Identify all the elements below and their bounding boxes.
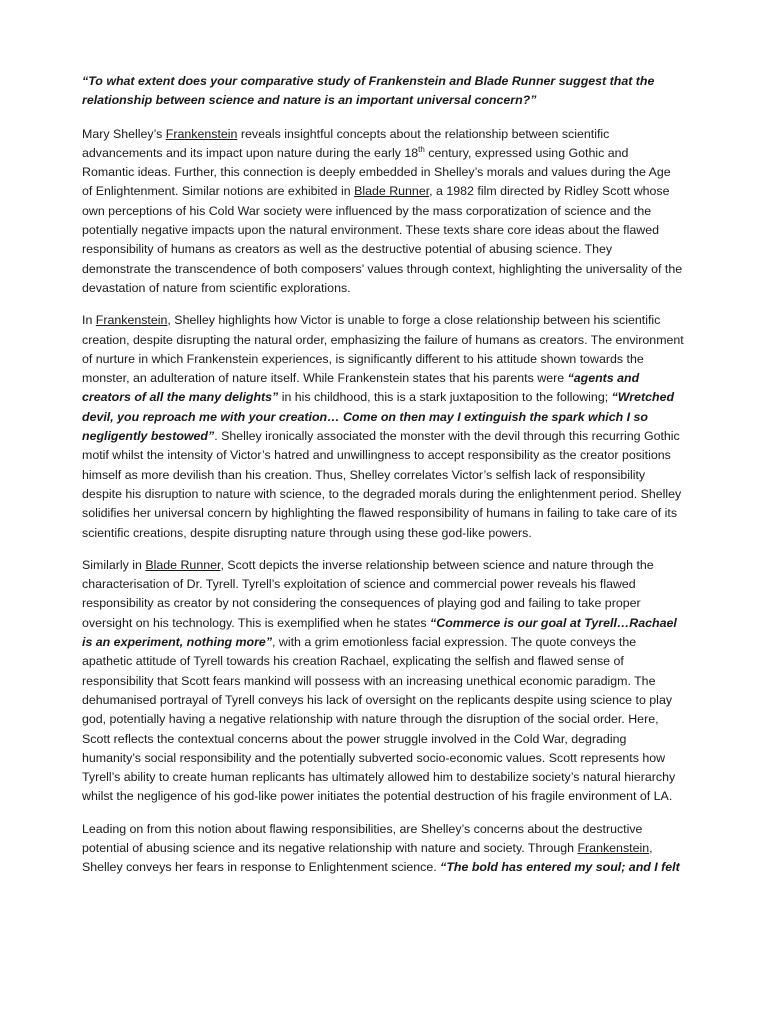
title-blade-runner: Blade Runner	[354, 184, 430, 199]
text-run: century, expressed using Gothic and Romantic ideas. Further, this connection is deeply embedded in Shelley’s morals and values during the Age of Enlightenment. Similar notions are exhibited in	[82, 145, 671, 199]
text-run: , a 1982 film directed by Ridley Scott whose own perceptions of his Cold War society were influenced by the mass corporatization of science and the potentially negative impacts upon the natural environment. These texts share core ideas about the flawed responsibility of humans as creators as well as the destructive potential of abusing science. They demonstrate the transcendence of both composers’ values through context, highlighting the universality of the devastation of nature from scientific explorations.	[82, 184, 683, 295]
essay-question: “To what extent does your comparative study of Frankenstein and Blade Runner suggest that the relationship between science and nature is an important universal concern?”	[82, 74, 655, 108]
text-run: , with a grim emotionless facial expression. The quote conveys the apathetic attitude of Tyrell towards his creation Rachael, explicating the selfish and flawed sense of responsibility that Scott fears mankind will possess with an increasing unethical economic paradigm. The dehumanised portrayal of Tyrell conveys his lack of oversight on the replicants despite using science to play god, potentially having a negative relationship with nature through the disruption of the social order. Here, Scott reflects the contextual concerns about the power struggle involved in the Cold War, degrading humanity’s social responsibility and the potentially subverted socio-economic values. Scott represents how Tyrell’s ability to create human replicants has ultimately allowed him to destabilize society’s natural hierarchy whilst the negligence of his god-like power initiates the potential destruction of his fragile environment of LA.	[82, 635, 676, 804]
text-run: Leading on from this notion about flawing responsibilities, are Shelley’s concerns about the destructive potential of abusing science and its negative relationship with nature and society. Through	[82, 821, 643, 855]
quote: “Commerce is our goal at Tyrell…Rachael is an experiment, nothing more”	[82, 615, 677, 650]
text-run: reveals insightful concepts about the relationship between scientific advancements and its impact upon nature during the early 18	[82, 126, 610, 160]
paragraph-frankenstein	[82, 311, 684, 543]
title-frankenstein: Frankenstein	[165, 126, 238, 141]
paragraph-blade-runner	[82, 556, 684, 807]
text-run: . Shelley ironically associated the monster with the devil through this recurring Gothic motif whilst the intensity of Victor’s hatred and unwillingness to accept responsibility as the creator positions himself as more devilish than his creation. Thus, Shelley correlates Victor’s selfish lack of responsibility despite his disruption to nature with science, to the degraded morals during the enlightenment period. Shelley solidifies her universal concern by highlighting the flawed responsibility of humans in failing to take care of its scientific creations, despite disrupting nature through using these god-like powers.	[82, 429, 682, 540]
title-frankenstein: Frankenstein	[95, 313, 168, 328]
quote: “Wretched devil, you reproach me with your creation… Come on then may I extinguish the spark which I so negligently bestowed”	[82, 390, 675, 444]
text-run: in his childhood, this is a stark juxtaposition to the following;	[278, 390, 612, 405]
superscript: th	[418, 144, 425, 154]
title-frankenstein: Frankenstein	[577, 840, 650, 855]
paragraph-introduction	[82, 125, 684, 299]
text-run: Mary Shelley’s	[82, 126, 166, 141]
text-run: , Shelley conveys her fears in response to Enlightenment science.	[82, 840, 653, 875]
text-run: , Scott depicts the inverse relationship between science and nature through the characterisation of Dr. Tyrell. Tyrell’s exploitation of science and commercial power reveals his flawed responsibility as creator by not considering the consequences of playing god and failing to take proper oversight on his technology. This is exemplified when he states	[82, 557, 654, 630]
text-run: Similarly in	[82, 557, 146, 572]
paragraph-destructive-potential	[82, 820, 684, 878]
title-blade-runner: Blade Runner	[145, 557, 221, 572]
quote: “agents and creators of all the many delights”	[82, 371, 640, 405]
quote: “The bold has entered my soul; and I felt	[440, 860, 680, 875]
text-run: , Shelley highlights how Victor is unable to forge a close relationship between his scientific creation, despite disrupting the natural order, emphasizing the failure of humans as creators. The environment of nurture in which Frankenstein experiences, is significantly different to his attitude shown towards the monster, an adulteration of nature itself. While Frankenstein states that his parents were	[82, 313, 684, 386]
text-run: In	[82, 313, 96, 328]
